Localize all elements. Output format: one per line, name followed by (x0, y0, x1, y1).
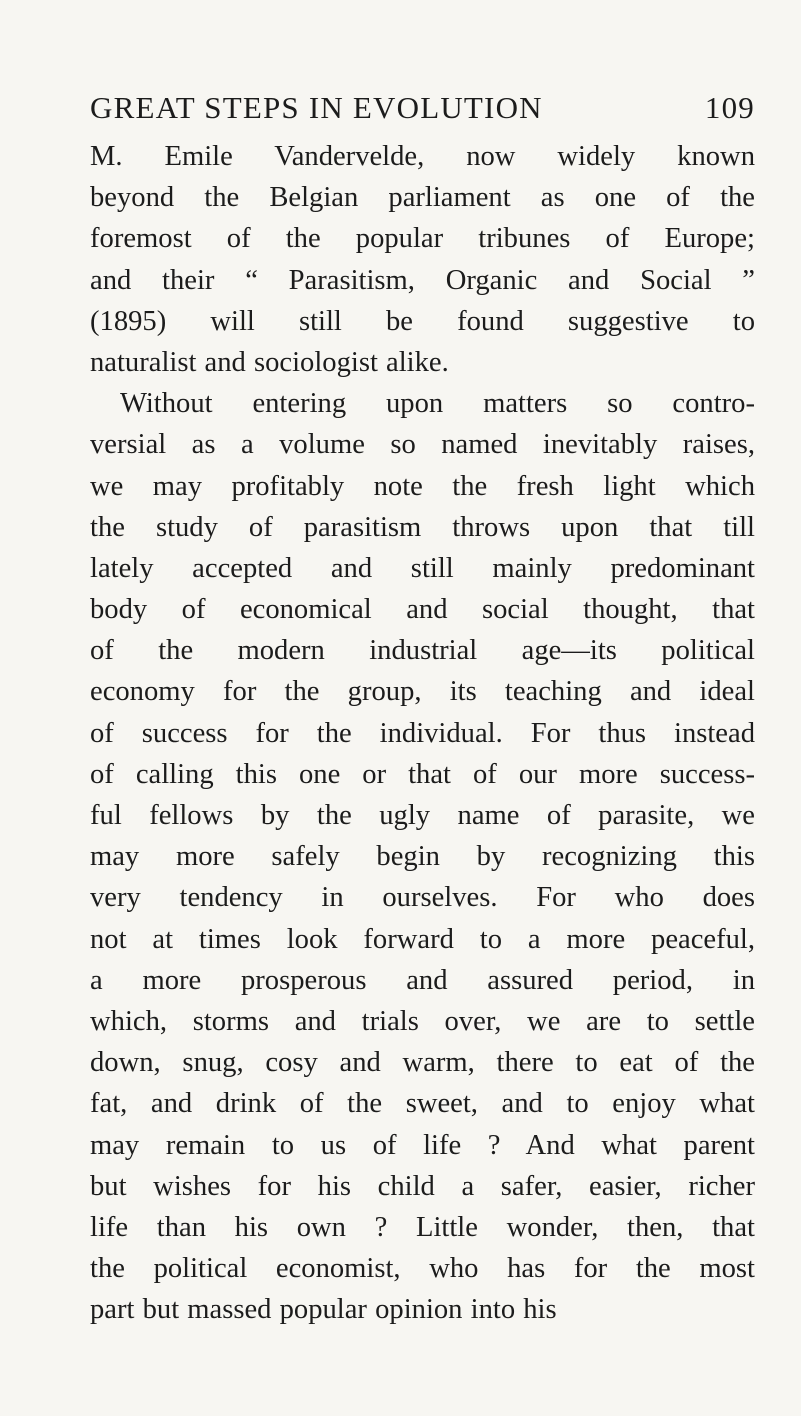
text-line: and their “ Parasitism, Organic and Social ” (90, 264, 755, 296)
text-line: economy for the group, its teaching and ideal (90, 676, 755, 708)
text-line: body of economical and social thought, that (90, 594, 755, 626)
text-line: of the modern industrial age—its political (90, 635, 755, 667)
text-line: of success for the individual. For thus instead (90, 717, 755, 749)
body-text (90, 136, 755, 1330)
text-line: versial as a volume so named inevitably raises, (90, 429, 755, 461)
page-number: 109 (704, 90, 755, 125)
text-line: very tendency in ourselves. For who does (90, 882, 755, 914)
text-line: naturalist and sociologist alike. (90, 346, 449, 378)
text-line: (1895) will still be found suggestive to (90, 305, 755, 337)
text-line: but wishes for his child a safer, easier, richer (90, 1170, 755, 1202)
text-line: of calling this one or that of our more success- (90, 758, 755, 790)
text-line: foremost of the popular tribunes of Europe; (90, 223, 755, 255)
text-line: Without entering upon matters so contro- (120, 388, 755, 420)
text-line: M. Emile Vandervelde, now widely known (90, 141, 755, 172)
text-line: beyond the Belgian parliament as one of the (90, 182, 755, 214)
text-line: a more prosperous and assured period, in (90, 964, 755, 996)
book-page (90, 86, 755, 1330)
text-line: not at times look forward to a more peaceful, (90, 923, 755, 955)
text-line: the study of parasitism throws upon that till (90, 511, 755, 543)
text-line: which, storms and trials over, we are to settle (90, 1005, 755, 1037)
text-line: the political economist, who has for the most (90, 1253, 755, 1285)
text-line: fat, and drink of the sweet, and to enjoy what (90, 1088, 755, 1120)
text-line: lately accepted and still mainly predominant (90, 552, 755, 584)
text-line: ful fellows by the ugly name of parasite, we (90, 800, 755, 831)
text-line: may remain to us of life ? And what parent (90, 1129, 755, 1161)
text-line: down, snug, cosy and warm, there to eat of the (90, 1047, 755, 1079)
text-line: life than his own ? Little wonder, then, that (90, 1211, 755, 1243)
running-head (90, 86, 755, 130)
text-line: part but massed popular opinion into his (90, 1294, 557, 1326)
running-title: GREAT STEPS IN EVOLUTION (90, 90, 543, 125)
text-line: we may profitably note the fresh light which (90, 470, 755, 502)
text-line: may more safely begin by recognizing this (90, 841, 755, 873)
